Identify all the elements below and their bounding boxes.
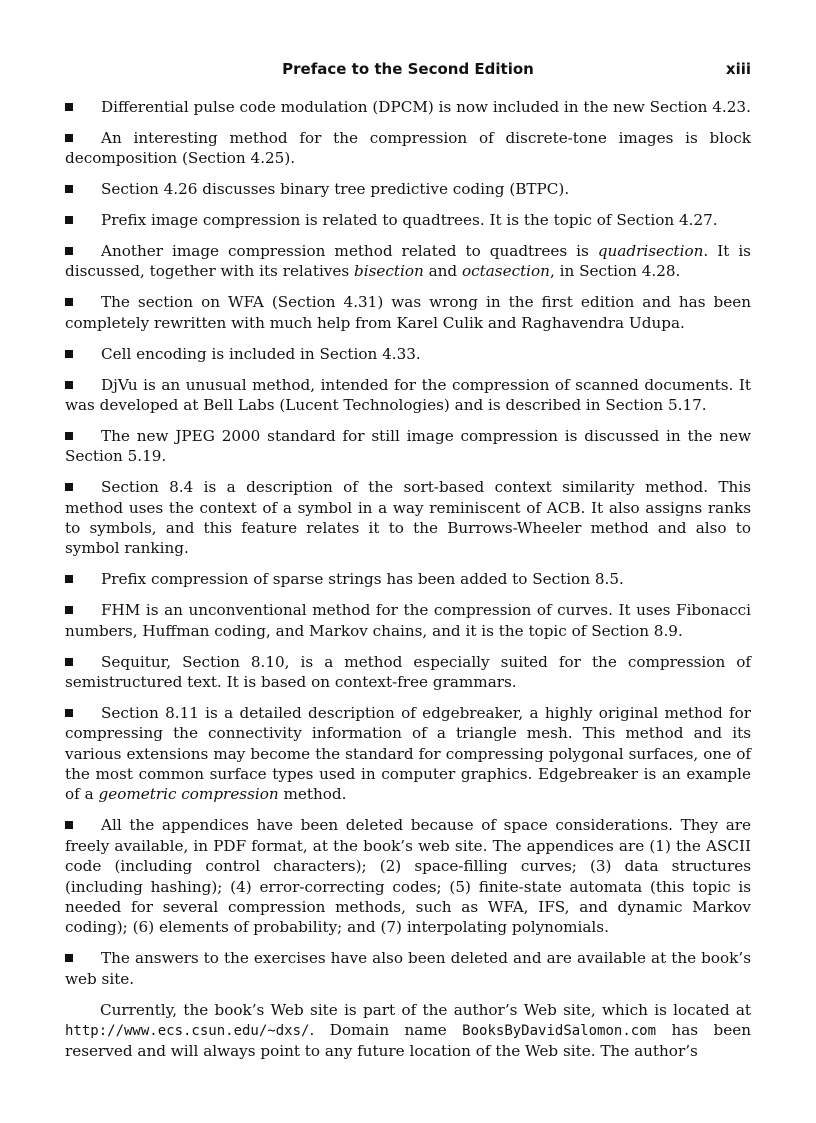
list-item: The section on WFA (Section 4.31) was wrong in the first edition and has been completely rewritten with much help from Karel Culik and Raghavendra Udupa. [65, 293, 751, 332]
bullet-icon [65, 350, 73, 358]
list-item: Differential pulse code modulation (DPCM) is now included in the new Section 4.23. [65, 97, 751, 117]
running-header [65, 59, 751, 81]
list-item: All the appendices have been deleted because of space considerations. They are freely available, in PDF format, at the book’s web site. The appendices are (1) the ASCII code (including control characters); (2) space-filling curves; (3) data structures (including hashing); (4) error-correcting codes; (5) finite-state automata (this topic is needed for several compression methods, such as WFA, IFS, and dynamic Markov coding); (6) elements of probability; and (7) interpolating polynomials. [65, 816, 751, 937]
list-item: Prefix compression of sparse strings has been added to Section 8.5. [65, 569, 751, 589]
bullet-icon [65, 381, 73, 389]
bullet-icon [65, 709, 73, 717]
page-body [65, 97, 751, 1072]
bullet-icon [65, 247, 73, 255]
list-item: Prefix image compression is related to quadtrees. It is the topic of Section 4.27. [65, 210, 751, 230]
bullet-icon [65, 483, 73, 491]
bullet-icon [65, 658, 73, 666]
domain-name: BooksByDavidSalomon.com [462, 1023, 657, 1040]
header-title: Preface to the Second Edition [282, 60, 534, 78]
list-item: Another image compression method related to quadtrees is quadrisection. It is discussed, together with its relatives bisection and octasection, in Section 4.28. [65, 242, 751, 281]
bullet-icon [65, 103, 73, 111]
list-item: Cell encoding is included in Section 4.33. [65, 344, 751, 364]
list-item: The answers to the exercises have also been deleted and are available at the book’s web site. [65, 949, 751, 988]
bullet-icon [65, 606, 73, 614]
page-number: xiii [725, 60, 751, 78]
bullet-icon [65, 954, 73, 962]
bullet-icon [65, 298, 73, 306]
list-item: Section 8.4 is a description of the sort-based context similarity method. This method uses the context of a symbol in a way reminiscent of ACB. It also assigns ranks to symbols, and this feature relates it to the Burrows-Wheeler method and also to symbol ranking. [65, 478, 751, 558]
bullet-icon [65, 185, 73, 193]
list-item: An interesting method for the compression of discrete-tone images is block decomposition (Section 4.25). [65, 128, 751, 168]
list-item: DjVu is an unusual method, intended for the compression of scanned documents. It was developed at Bell Labs (Lucent Technologies) and is described in Section 5.17. [65, 375, 751, 414]
bullet-icon [65, 432, 73, 440]
bullet-icon [65, 575, 73, 583]
list-item: FHM is an unconventional method for the compression of curves. It uses Fibonacci numbers, Huffman coding, and Markov chains, and it is the topic of Section 8.9. [65, 601, 751, 640]
closing-paragraph: Currently, the book’s Web site is part of the author’s Web site, which is located at http://www.ecs.csun.edu/~dxs/. Domain name BooksByDavidSalomon.com has been reserved and will always point to any future location of the Web site. The author’s [65, 1000, 751, 1061]
bullet-icon [65, 216, 73, 224]
list-item: Section 4.26 discusses binary tree predictive coding (BTPC). [65, 179, 751, 199]
list-item: Section 8.11 is a detailed description of edgebreaker, a highly original method for compressing the connectivity information of a triangle mesh. This method and its various extensions may become the standard for compressing polygonal surfaces, one of the most common surface types used in computer graphics. Edgebreaker is an example of a geometric compression method. [65, 703, 751, 804]
bullet-icon [65, 821, 73, 829]
list-item: The new JPEG 2000 standard for still image compression is discussed in the new Section 5.19. [65, 426, 751, 466]
bullet-icon [65, 134, 73, 142]
list-item: Sequitur, Section 8.10, is a method especially suited for the compression of semistructured text. It is based on context-free grammars. [65, 652, 751, 691]
website-link[interactable]: http://www.ecs.csun.edu/~dxs/ [65, 1023, 310, 1040]
